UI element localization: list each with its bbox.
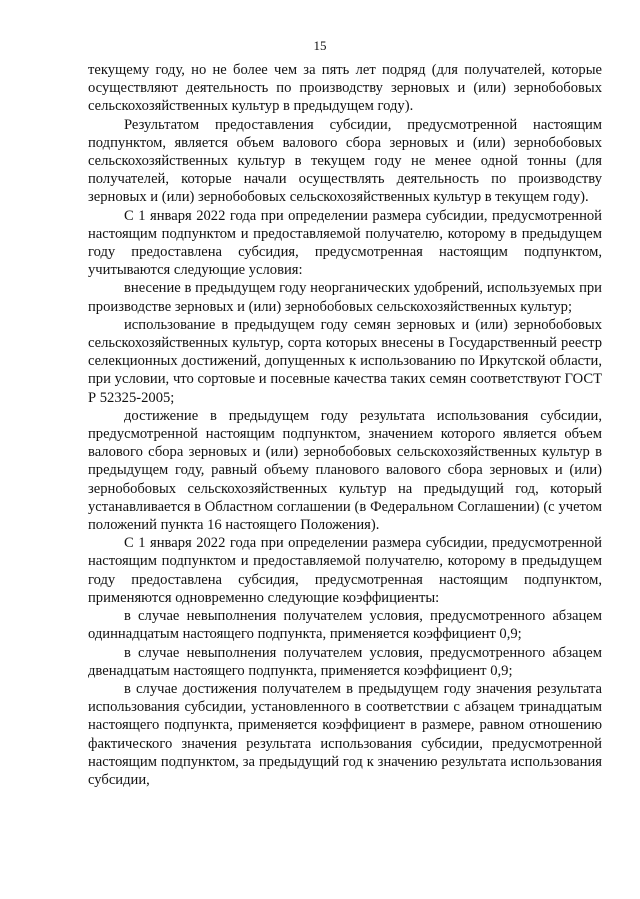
condition-seeds: использование в предыдущем году семян зерновых и (или) зернобобовых сельскохозяйственных культур, сорта которых внесены в Государственный реестр селекционных достижений, допущенных к использованию по Иркутской области, при условии, что сортовые и посевные качества таких семян соответствуют ГОСТ Р 52325-2005; — [88, 316, 602, 406]
coefficient-thirteenth-paragraph: в случае достижения получателем в предыдущем году значения результата использования субсидии, установленного в соответствии с абзацем тринадцатым настоящего подпункта, применяется коэффициент в размере, равном отношению фактического значения результата использования субсидии, предусмотренной настоящим подпунктом, за предыдущий год к значению результата использования субсидии, — [88, 680, 602, 788]
document-body — [88, 61, 602, 789]
paragraph-result: Результатом предоставления субсидии, предусмотренной настоящим подпунктом, является объем валового сбора зерновых и (или) зернобобовых сельскохозяйственных культур в текущем году не менее одной тонны (для получателей, которые начали осуществлять деятельность по производству зерновых и (или) зернобобовых сельскохозяйственных культур в текущем году). — [88, 116, 602, 206]
condition-fertilizers: внесение в предыдущем году неорганических удобрений, используемых при производстве зерновых и (или) зернобобовых сельскохозяйственных культур; — [88, 280, 602, 315]
coefficient-twelfth-paragraph: в случае невыполнения получателем условия, предусмотренного абзацем двенадцатым настоящего подпункта, применяется коэффициент 0,9; — [88, 644, 602, 679]
coefficient-eleventh-paragraph: в случае невыполнения получателем условия, предусмотренного абзацем одиннадцатым настоящего подпункта, применяется коэффициент 0,9; — [88, 608, 602, 643]
page-number: 15 — [313, 38, 327, 53]
paragraph-conditions-intro: С 1 января 2022 года при определении размера субсидии, предусмотренной настоящим подпунктом и предоставляемой получателю, которому в предыдущем году предоставлена субсидия, предусмотренная настоящим подпунктом, учитываются следующие условия: — [88, 207, 602, 279]
paragraph-coefficients-intro: С 1 января 2022 года при определении размера субсидии, предусмотренной настоящим подпунктом и предоставляемой получателю, которому в предыдущем году предоставлена субсидия, предусмотренная настоящим подпунктом, применяются одновременно следующие коэффициенты: — [88, 535, 602, 606]
condition-result-achieved: достижение в предыдущем году результата использования субсидии, предусмотренной настоящим подпунктом, значением которого является объем валового сбора зерновых и (или) зернобобовых сельскохозяйственных культур в предыдущем году, равный объему планового валового сбора зерновых и (или) зернобобовых сельскохозяйственных культур на предыдущий год, который устанавливается в Областном соглашении (в Федеральном Соглашении) (с учетом положений пункта 16 настоящего Положения). — [88, 407, 602, 534]
paragraph-continuation: текущему году, но не более чем за пять лет подряд (для получателей, которые осуществляют деятельность по производству зерновых и (или) зернобобовых сельскохозяйственных культур в предыдущем году). — [88, 62, 602, 115]
